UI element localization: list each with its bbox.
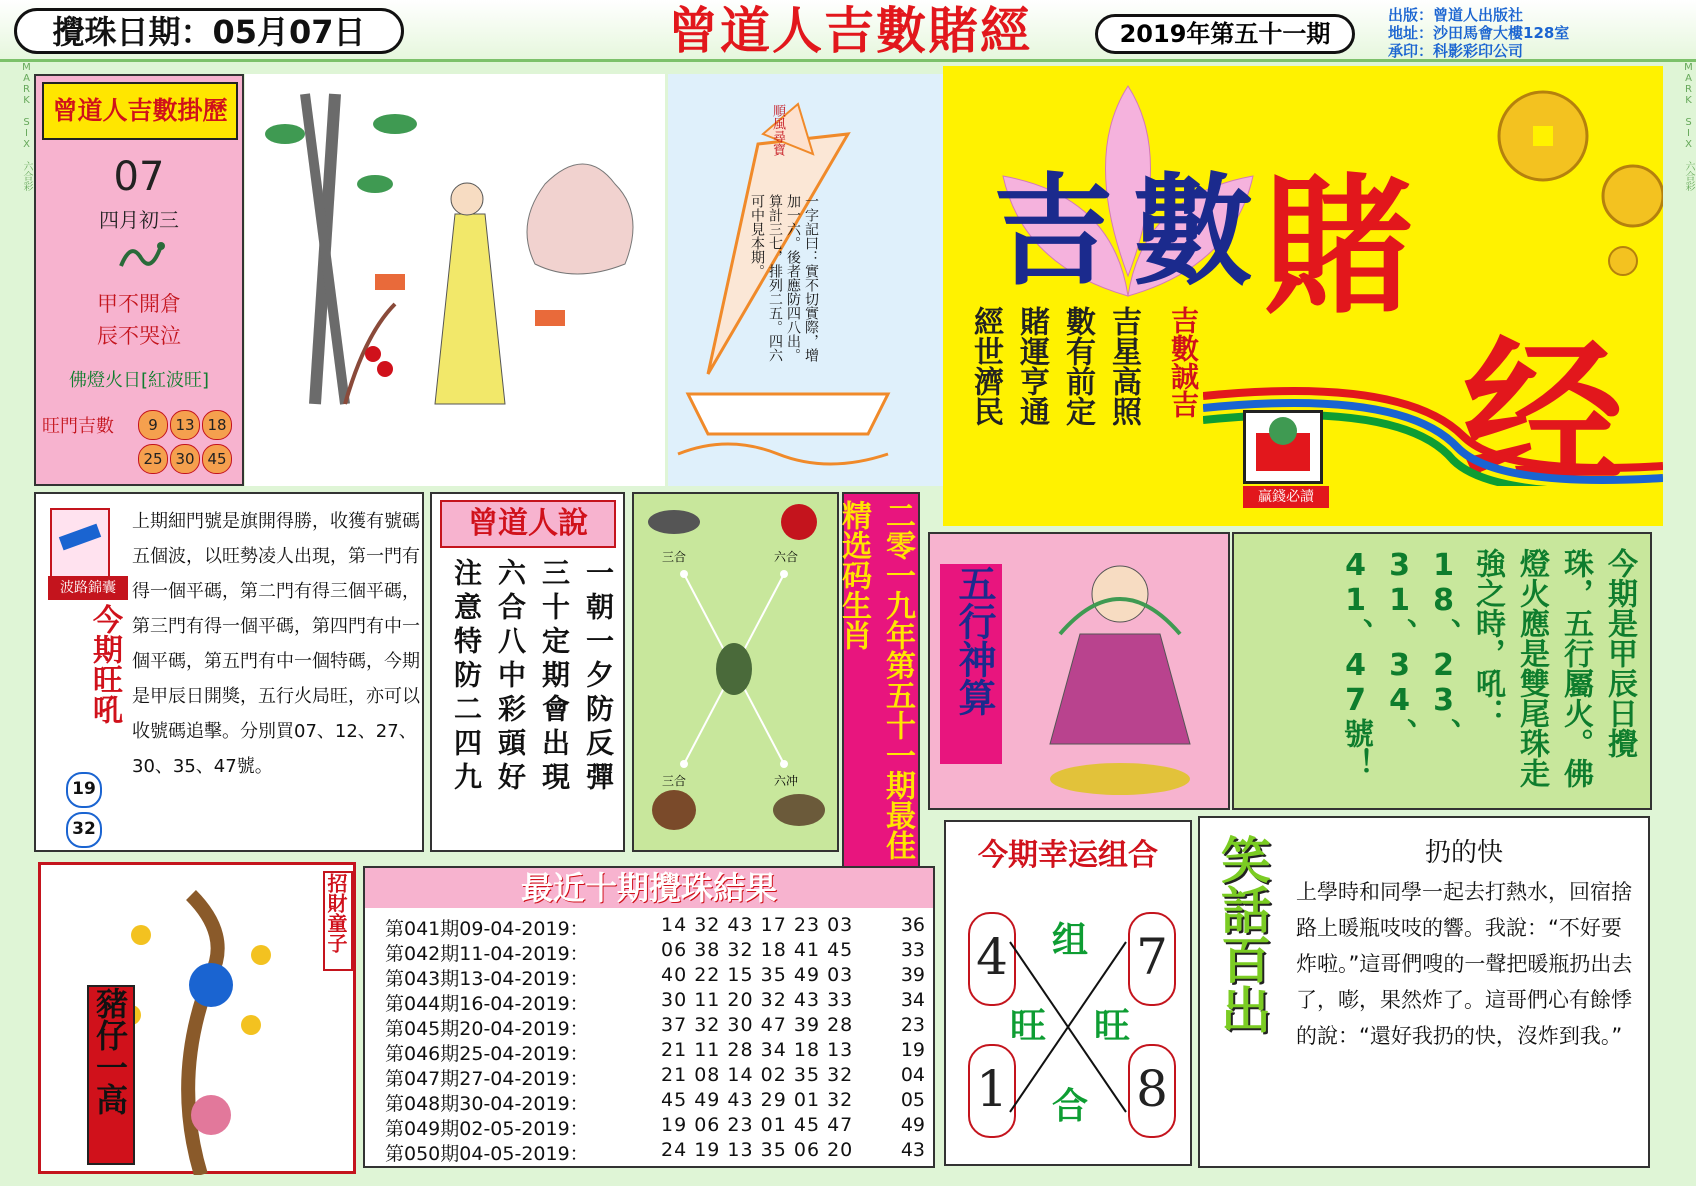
wuxing-title: 五行神算 bbox=[940, 564, 1002, 764]
result-row bbox=[385, 939, 925, 963]
says-column: 六合八中彩頭好 bbox=[494, 558, 527, 796]
result-numbers: 21 08 14 02 35 32 bbox=[661, 1064, 854, 1086]
result-row bbox=[385, 1114, 925, 1138]
result-special: 04 bbox=[900, 1064, 925, 1086]
says-column: 一朝一夕防反彈 bbox=[582, 558, 615, 796]
scholar-illustration bbox=[245, 74, 665, 486]
sail-illustration bbox=[668, 74, 943, 486]
result-special: 43 bbox=[900, 1139, 925, 1161]
result-row bbox=[385, 914, 925, 938]
banner-char-ji: 吉 bbox=[993, 163, 1113, 302]
main-banner bbox=[943, 66, 1663, 526]
calendar-day: 07 bbox=[113, 154, 165, 200]
zodiac-label: 三合 bbox=[662, 774, 687, 788]
zodiac-label: 六冲 bbox=[774, 774, 799, 788]
result-row bbox=[385, 1089, 925, 1113]
printer-line: 承印：科影彩印公司 bbox=[1388, 42, 1524, 60]
zodiac-label: 三合 bbox=[662, 550, 687, 564]
banner-char-jing: 经 bbox=[1463, 321, 1624, 508]
result-date: 第048期30-04-2019： bbox=[385, 1093, 589, 1115]
result-date: 第043期13-04-2019： bbox=[385, 968, 589, 990]
combo-char: 合 bbox=[1052, 1086, 1089, 1127]
issue-number: 2019年第五十一期 bbox=[1095, 14, 1355, 54]
zodiac-side-text: 二零一九年第五十一期最佳精选码生肖 bbox=[836, 500, 915, 860]
result-row bbox=[385, 1014, 925, 1038]
dragon-icon bbox=[716, 643, 752, 695]
side-text: MARK SIX 六合彩 bbox=[21, 62, 32, 191]
address-line: 地址：沙田馬會大樓128室 bbox=[1388, 24, 1570, 42]
result-row bbox=[385, 1039, 925, 1063]
number-circle: 32 bbox=[66, 812, 102, 848]
monkey-icon bbox=[652, 790, 696, 830]
says-column: 注意特防二四九 bbox=[450, 558, 483, 796]
result-date: 第042期11-04-2019： bbox=[385, 943, 589, 965]
result-date: 第046期25-04-2019： bbox=[385, 1043, 589, 1065]
verse-column: 賭運亨通 bbox=[1014, 306, 1049, 426]
result-special: 34 bbox=[900, 989, 925, 1011]
result-date: 第050期04-05-2019： bbox=[385, 1143, 589, 1165]
result-date: 第044期16-04-2019： bbox=[385, 993, 589, 1015]
joke-title: 扔的快 bbox=[1424, 838, 1503, 868]
lucky-ball: 9 bbox=[138, 410, 168, 440]
day-element: 佛燈火日[紅波旺] bbox=[68, 370, 210, 391]
trend-body: 上期細門號是旗開得勝，收獲有號碼五個波，以旺勢凌人出現，第一門有得一個平碼，第二門有得三個平碼，第三門有得一個平碼，第四門有中一個平碼，第五門有中一個特碼，今期是甲辰日開獎，五行火局旺，亦可以收號碼追擊。分別買07、12、27、30、35、47號。 bbox=[132, 511, 420, 777]
sail-flag-text: 順風尋寶 bbox=[770, 104, 785, 156]
result-special: 36 bbox=[900, 914, 925, 936]
says-panel bbox=[430, 492, 625, 852]
verse-column: 吉星高照 bbox=[1106, 306, 1141, 426]
joke-panel bbox=[1198, 816, 1650, 1168]
result-row bbox=[385, 989, 925, 1013]
banner-char-shu: 數 bbox=[1133, 163, 1253, 302]
results-title: 最近十期攪珠結果 bbox=[365, 868, 933, 908]
joke-body: 上學時和同學一起去打熱水，回宿捨路上暖瓶吱吱的響。我說：“不好要炸啦。”這哥們嗖的一聲把暖瓶扔出去了，嘭，果然炸了。這哥們心有餘悸的說：“還好我扔的快，沒炸到我。” bbox=[1296, 880, 1633, 1048]
calendar-saying bbox=[36, 288, 242, 352]
lucky-combo-panel bbox=[944, 820, 1192, 1166]
lucky-title: 今期幸运组合 bbox=[978, 838, 1158, 873]
result-numbers: 40 22 15 35 49 03 bbox=[661, 964, 854, 986]
fist-money-icon bbox=[1243, 410, 1323, 484]
lucky-number: 1 bbox=[968, 1044, 1016, 1138]
scholar-scene-image bbox=[245, 74, 665, 486]
result-special: 23 bbox=[900, 1014, 925, 1036]
result-date: 第041期09-04-2019： bbox=[385, 918, 589, 940]
rooster-icon bbox=[781, 504, 817, 540]
money-child-panel bbox=[38, 862, 356, 1174]
rat-icon bbox=[648, 510, 700, 534]
side-text: MARK SIX 六合彩 bbox=[1683, 62, 1694, 191]
lucky-ball: 18 bbox=[202, 410, 232, 440]
results-panel bbox=[363, 866, 935, 1168]
result-numbers: 14 32 43 17 23 03 bbox=[661, 914, 854, 936]
lucky-ball: 13 bbox=[170, 410, 200, 440]
left-side-strip bbox=[0, 62, 34, 1186]
trend-icon-label: 波路錦囊 bbox=[48, 576, 128, 600]
result-numbers: 06 38 32 18 41 45 bbox=[661, 939, 854, 961]
deity-child-image bbox=[1020, 544, 1220, 804]
result-numbers: 37 32 30 47 39 28 bbox=[661, 1014, 854, 1036]
zodiac-label: 六合 bbox=[774, 550, 799, 564]
header-bar bbox=[0, 0, 1696, 62]
lucky-label: 旺門吉數 bbox=[42, 416, 114, 437]
result-numbers: 30 11 20 32 43 33 bbox=[661, 989, 854, 1011]
child-banner: 豬仔一高 bbox=[87, 985, 135, 1165]
wuxing-body: 今期是甲辰日攪珠，五行屬火。佛燈火應是雙尾珠走強之時，吼：18、23、31、34、41、47號！ bbox=[1338, 548, 1637, 788]
result-special: 19 bbox=[900, 1039, 925, 1061]
result-row bbox=[385, 1064, 925, 1088]
joke-label: 笑話百出 bbox=[1213, 834, 1271, 1034]
banner-char-du: 賭 bbox=[1263, 161, 1414, 335]
result-date: 第049期02-05-2019： bbox=[385, 1118, 589, 1140]
calendar-panel bbox=[34, 74, 244, 486]
coins-icon bbox=[1473, 76, 1663, 276]
lucky-ball: 30 bbox=[170, 444, 200, 474]
verse-red: 吉數誠吉 bbox=[1167, 306, 1200, 418]
result-special: 33 bbox=[900, 939, 925, 961]
result-numbers: 19 06 23 01 45 47 bbox=[661, 1114, 854, 1136]
child-label: 招財童子 bbox=[323, 871, 353, 971]
result-numbers: 21 11 28 34 18 13 bbox=[661, 1039, 854, 1061]
lunar-date: 四月初三 bbox=[99, 208, 179, 232]
right-side-strip bbox=[1662, 62, 1696, 1186]
verse-column: 經世濟民 bbox=[968, 306, 1003, 426]
result-special: 49 bbox=[900, 1114, 925, 1136]
says-body bbox=[442, 558, 618, 848]
zodiac-side-banner bbox=[836, 492, 920, 877]
lucky-ball: 45 bbox=[202, 444, 232, 474]
zodiac-panel bbox=[632, 492, 839, 852]
wuxing-text-panel bbox=[1232, 532, 1652, 810]
lucky-number: 7 bbox=[1128, 912, 1176, 1006]
result-special: 39 bbox=[900, 964, 925, 986]
banner-verse bbox=[963, 306, 1143, 506]
result-date: 第045期20-04-2019： bbox=[385, 1018, 589, 1040]
sail-poem: 一字記曰：實不切實際，增加一六。後者應防四八出。算計三七，排列二五。四六可中見本期。 bbox=[749, 194, 819, 362]
result-special: 05 bbox=[900, 1089, 925, 1111]
verse-column: 數有前定 bbox=[1060, 306, 1095, 426]
says-title: 曾道人說 bbox=[440, 500, 616, 548]
result-row bbox=[385, 1139, 925, 1163]
combo-char: 组 bbox=[1052, 920, 1089, 961]
says-column: 三十定期會出現 bbox=[538, 558, 571, 796]
result-numbers: 45 49 43 29 01 32 bbox=[661, 1089, 854, 1111]
result-date: 第047期27-04-2019： bbox=[385, 1068, 589, 1090]
lucky-ball: 25 bbox=[138, 444, 168, 474]
result-row bbox=[385, 964, 925, 988]
result-numbers: 24 19 13 35 06 20 bbox=[661, 1139, 854, 1161]
lucky-number: 4 bbox=[968, 912, 1016, 1006]
number-circle: 19 bbox=[66, 772, 102, 808]
publisher-line: 出版：曾道人出版社 bbox=[1388, 6, 1524, 24]
combo-char: 旺 bbox=[1010, 1006, 1047, 1047]
draw-date: 攪珠日期：05月07日 bbox=[14, 8, 404, 54]
trend-panel bbox=[34, 492, 424, 852]
combo-char: 旺 bbox=[1094, 1006, 1131, 1047]
calendar-title: 曾道人吉數掛歷 bbox=[42, 82, 238, 140]
dragon-icon bbox=[116, 236, 166, 276]
wuxing-panel bbox=[928, 532, 1230, 810]
dog-icon bbox=[773, 794, 825, 826]
win-money-badge: 贏錢必讀 bbox=[1243, 486, 1329, 508]
lucky-number: 8 bbox=[1128, 1044, 1176, 1138]
saying-line-2: 辰不哭泣 bbox=[97, 324, 181, 348]
page-title: 曾道人吉數賭經 bbox=[668, 2, 1032, 60]
saying-line-1: 甲不開倉 bbox=[97, 292, 181, 316]
trend-label: 今期旺吼 bbox=[87, 604, 122, 724]
publisher-info bbox=[1388, 6, 1688, 62]
